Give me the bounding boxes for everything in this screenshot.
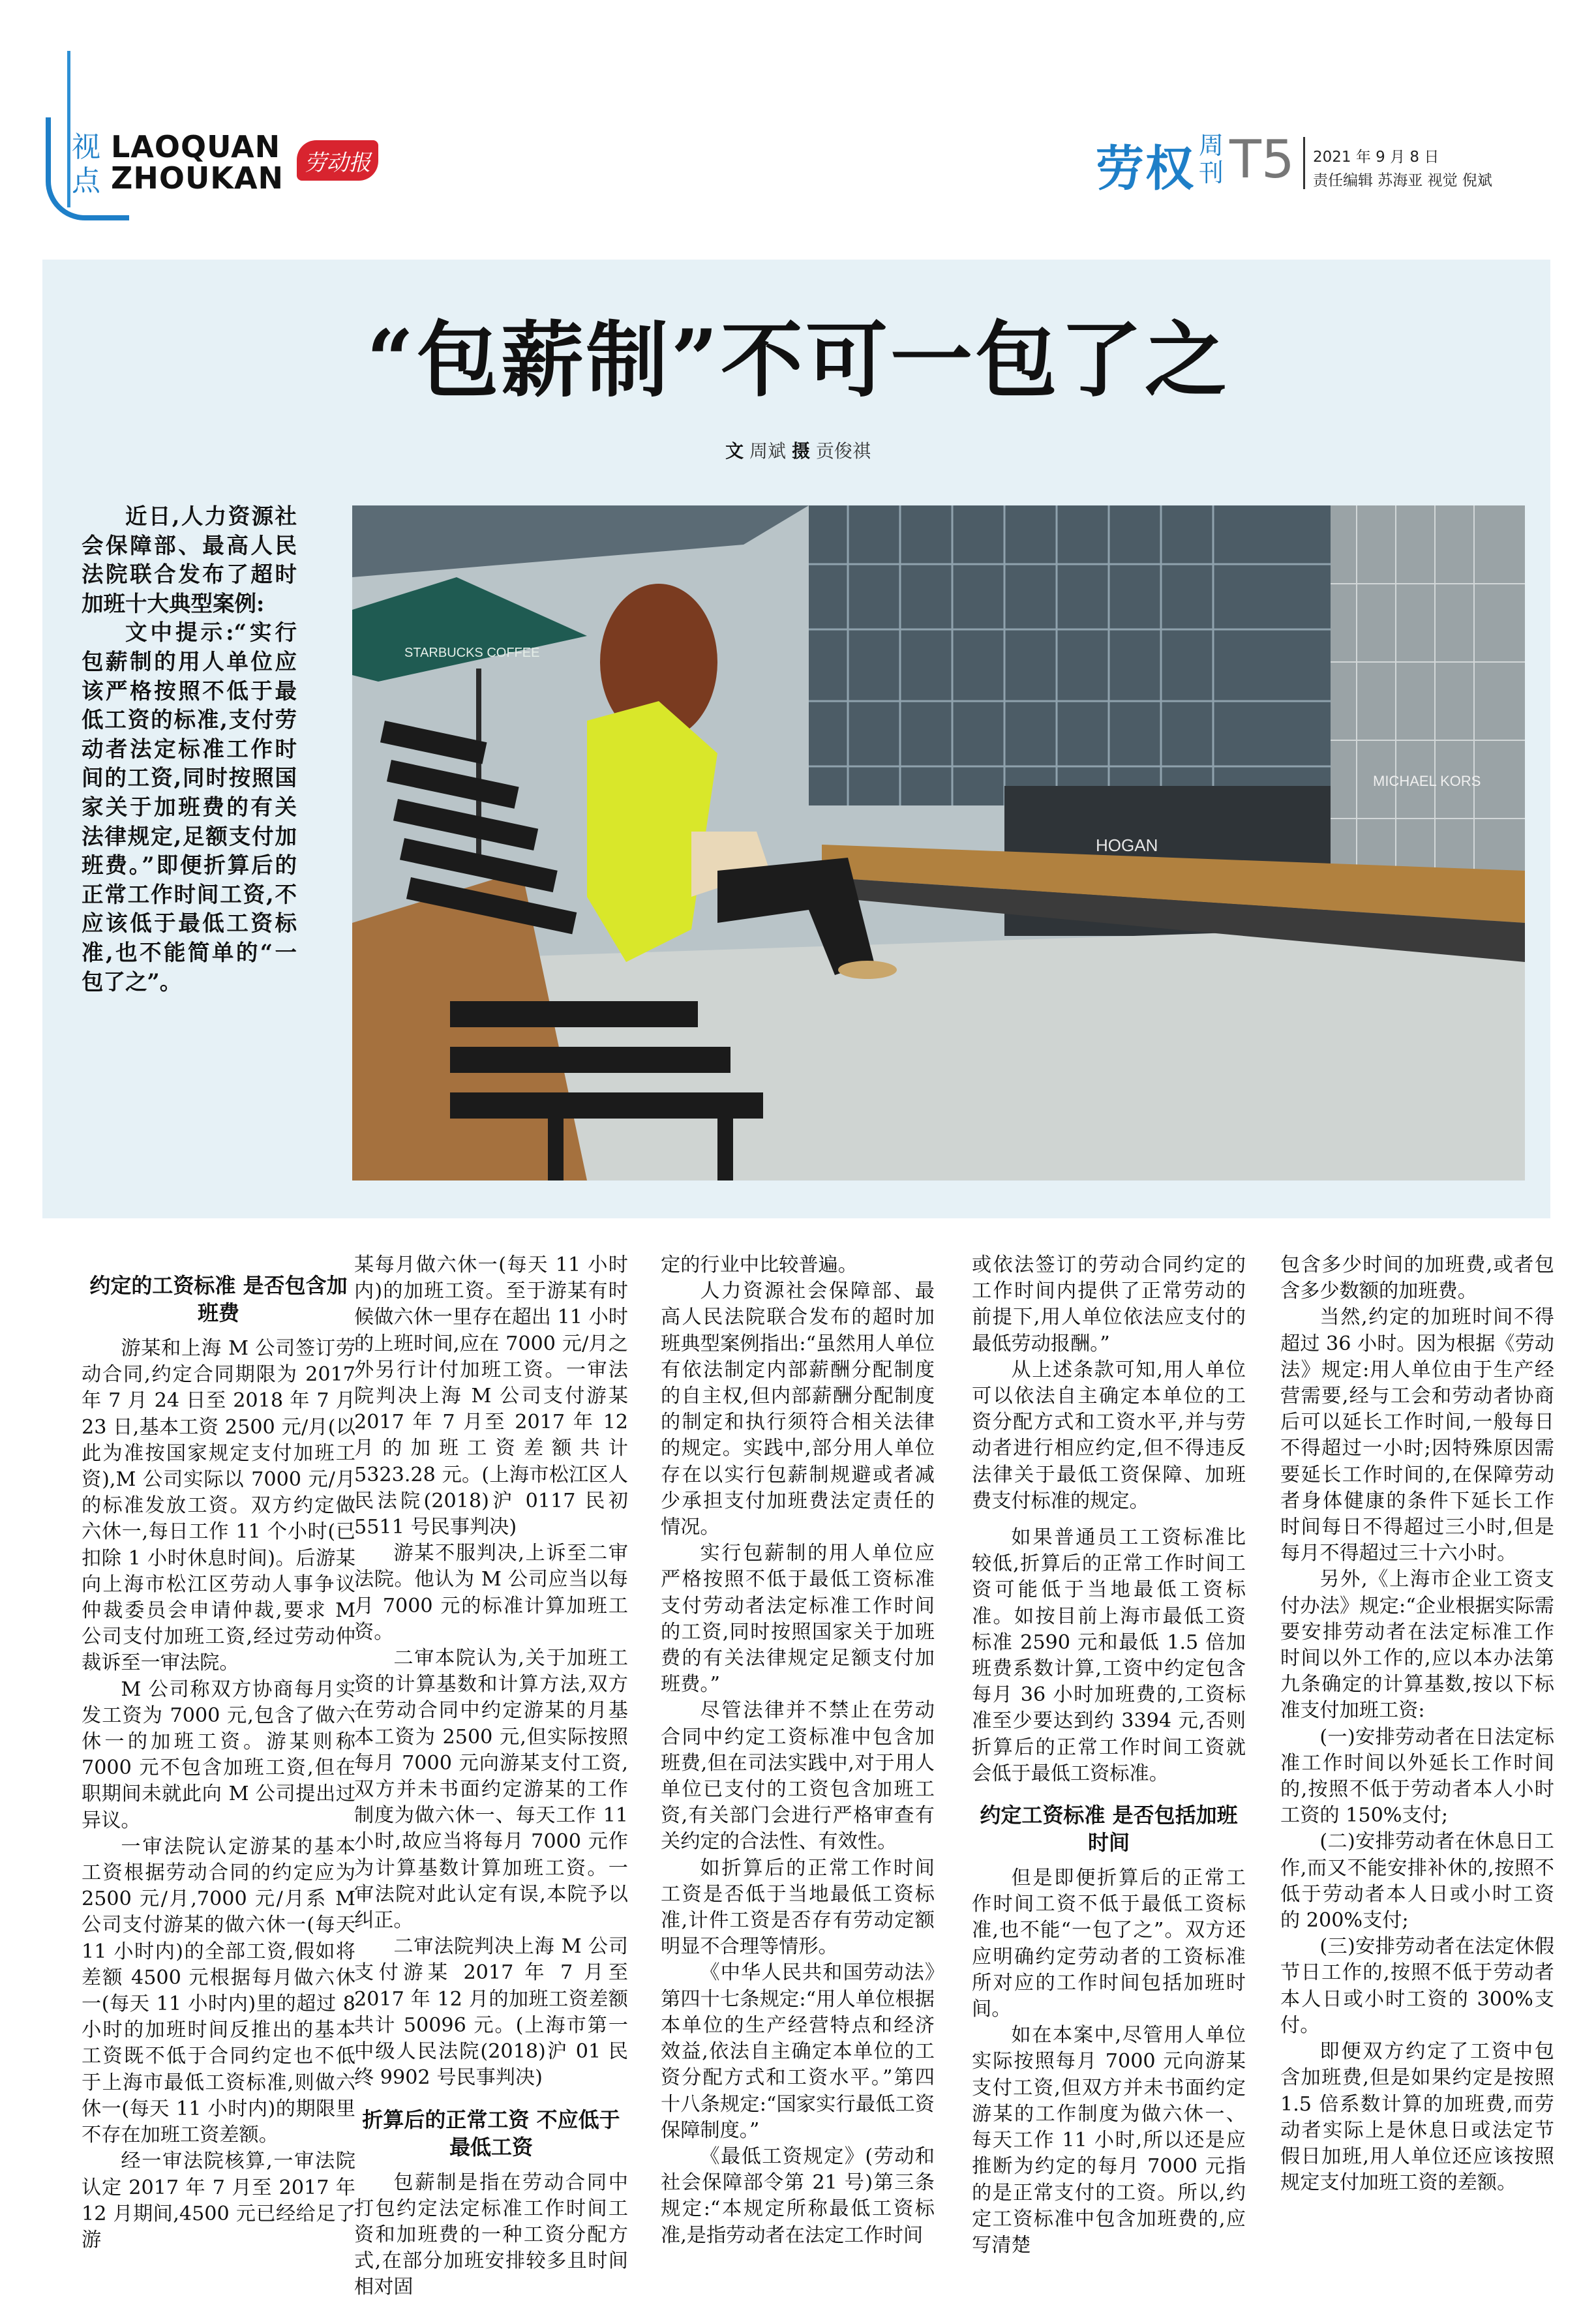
publication-date: 2021 年 9 月 8 日	[1313, 149, 1439, 166]
body-column-2	[354, 1252, 628, 2301]
lead-paragraph: 近日,人力资源社会保障部、最高人民法院联合发布了超时加班十大典型案例:	[82, 504, 297, 616]
body-paragraph: 人力资源社会保障部、最高人民法院联合发布的超时加班典型案例指出:“虽然用人单位有依法制定内部薪酬分配制度的自主权,但内部薪酬分配制度的制定和执行须符合相关法律的规定。实践中,部分用人单位存在以实行包薪制规避或者减少承担支付加班费法定责任的情况。	[661, 1280, 935, 1539]
body-paragraph: 从上述条款可知,用人单位可以依法自主确定本单位的工资分配方式和工资水平,并与劳动者进行相应约定,但不得违反法律关于最低工资保障、加班费支付标准的规定。	[972, 1358, 1246, 1512]
byline-photographer: 贡俊祺	[815, 440, 871, 462]
body-paragraph: 当然,约定的加班时间不得超过 36 小时。因为根据《劳动法》规定:用人单位由于生产经营需要,经与工会和劳动者协商后可以延长工作时间,一般每日不得超过一小时;因特殊原因需要延长工作时间的,在保障劳动者身体健康的条件下延长工作时间每日不得超过三小时,但是每月不得超过三十六小时。	[1280, 1306, 1554, 1565]
body-paragraph: 但是即便折算后的正常工作时间工资不低于最低工资标准,也不能“一包了之”。双方还应明确约定劳动者的工资标准所对应的工作时间包括加班时间。	[972, 1867, 1246, 2021]
body-paragraph: M 公司称双方协商每月实发工资为 7000 元,包含了做六休一的加班工资。游某则称 7000 元不包含加班工资,但在职期间未就此向 M 公司提出过异议。	[82, 1677, 355, 1832]
article-photo	[352, 505, 1525, 1181]
body-paragraph: 包含多少时间的加班费,或者包含多少数额的加班费。	[1280, 1254, 1554, 1303]
masthead-english-line2: ZHOUKAN	[111, 160, 284, 196]
article-byline	[0, 437, 1596, 463]
lead-paragraph: 文中提示:“实行包薪制的用人单位应该严格按照不低于最低工资的标准,支付劳动者法定标准工作时间的工资,同时按照国家关于加班费的有关法律规定,足额支付加班费。”即便折算后的正常工作时间工资,不应该低于最低工资标准,也不能简单的“一包了之”。	[82, 620, 297, 995]
byline-author: 周斌	[749, 440, 787, 462]
masthead-english-line1: LAOQUAN	[111, 129, 281, 164]
article-lead	[82, 502, 297, 997]
body-paragraph: 游某不服判决,上诉至二审法院。他认为 M 公司应当以每月 7000 元的标准计算加班工资。	[354, 1542, 628, 1644]
byline-label-text: 文	[725, 440, 744, 462]
byline-label-photo: 摄	[791, 440, 810, 462]
store-sign-hogan: HOGAN	[1096, 835, 1158, 855]
body-column-5	[1280, 1252, 1554, 2196]
subheading: 约定的工资标准 是否包含加班费	[89, 1273, 348, 1325]
body-column-3	[661, 1252, 935, 2249]
body-paragraph: 某每月做六休一(每天 11 小时内)的加班工资。至于游某有时候做六休一里存在超出 11 小时的上班时间,应在 7000 元/月之外另行计付加班工资。一审法院判决上海 M 公司支付游某 2017 年 7 月至 2017 年 12 月的加班工资差额共计 5323.28 元。(上海市松江区人民法院(2018)沪 0117 民初 5511 号民事判决)	[354, 1254, 628, 1539]
photo-illustration	[352, 505, 1525, 1181]
body-paragraph: 二审本院认为,关于加班工资的计算基数和计算方法,双方在劳动合同中约定游某的月基本工资为 2500 元,但实际按照每月 7000 元向游某支付工资,双方并未书面约定游某的工作制度为做六休一、每天工作 11 小时,故应当将每月 7000 元作为计算基数计算加班工资。一审法院对此认定有误,本院予以纠正。	[354, 1647, 628, 1933]
article-headline: “包薪制”不可一包了之	[367, 312, 1229, 408]
body-paragraph: 即便双方约定了工资中包含加班费,但是如果约定是按照 1.5 倍系数计算的加班费,而劳动者实际上是休息日或法定节假日加班,用人单位还应该按照规定支付加班工资的差额。	[1280, 2040, 1554, 2195]
body-paragraph: 如果普通员工工资标准比较低,折算后的正常工作时间工资可能低于当地最低工资标准。如按目前上海市最低工资标准 2590 元和最低 1.5 倍加班费系数计算,工资中约定包含每月 36 小时加班费的,工资标准至少要达到约 3394 元,否则折算后的正常工作时间工资就会低于最低工资标准。	[972, 1526, 1246, 1785]
section-subname: 周刊	[1199, 131, 1224, 187]
body-paragraph: 《最低工资规定》(劳动和社会保障部令第 21 号)第三条规定:“本规定所称最低工资标准,是指劳动者在法定工作时间	[661, 2144, 935, 2247]
body-paragraph: 一审法院认定游某的基本工资根据劳动合同的约定应为 2500 元/月,7000 元/月系 M 公司支付游某的做六休一(每天 11 小时内)的全部工资,假如将差额 4500 元根据每月做六休一(每天 11 小时内)里的超过 8 小时的加班时间反推出的基本工资既不低于合同约定也不低于上海市最低工资标准,则做六休一(每天 11 小时内)的期限里不存在加班工资差额。	[82, 1835, 355, 2147]
body-paragraph: 尽管法律并不禁止在劳动合同中约定工资标准中包含加班费,但在司法实践中,对于用人单位已支付的工资包含加班工资,有关部门会进行严格审查有关约定的合法性、有效性。	[661, 1699, 935, 1854]
body-paragraph: 二审法院判决上海 M 公司支付游某 2017 年 7 月至 2017 年 12 月的加班工资差额共计 50096 元。(上海市第一中级人民法院(2018)沪 01 民终 9902 号民事判决)	[354, 1935, 628, 2090]
paper-logo: 劳动报	[297, 140, 378, 181]
store-sign-kors: MICHAEL KORS	[1373, 773, 1481, 789]
body-paragraph: 包薪制是指在劳动合同中打包约定法定标准工作时间工资和加班费的一种工资分配方式,在部分加班安排较多且时间相对固	[354, 2171, 628, 2299]
body-paragraph: 或依法签订的劳动合同约定的工作时间内提供了正常劳动的前提下,用人单位依法应支付的最低劳动报酬。”	[972, 1254, 1246, 1355]
body-paragraph: 定的行业中比较普遍。	[661, 1254, 858, 1276]
subheading: 约定工资标准 是否包括加班时间	[980, 1803, 1238, 1856]
editor-credit: 责任编辑 苏海亚 视觉 倪斌	[1313, 172, 1492, 189]
body-paragraph: 另外,《上海市企业工资支付办法》规定:“企业根据实际需要安排劳动者在法定标准工作时间以外工作的,应以本办法第九条确定的计算基数,按以下标准支付加班工资:	[1280, 1568, 1554, 1722]
masthead-divider	[1303, 137, 1305, 189]
body-column-4	[972, 1252, 1246, 2259]
page-number: T5	[1229, 129, 1295, 190]
masthead-vertical-label: 视点	[72, 130, 100, 198]
body-paragraph: (二)安排劳动者在休息日工作,而又不能安排补休的,按照不低于劳动者本人日或小时工资的 200%支付;	[1280, 1830, 1554, 1933]
body-paragraph: (一)安排劳动者在日法定标准工作时间以外延长工作时间的,按照不低于劳动者本人小时工资的 150%支付;	[1280, 1725, 1554, 1827]
body-column-1	[82, 1252, 355, 2253]
body-paragraph: 如折算后的正常工作时间工资是否低于当地最低工资标准,计件工资是否存有劳动定额明显不合理等情形。	[661, 1856, 935, 1959]
body-paragraph: 经一审法院核算,一审法院认定 2017 年 7 月至 2017 年 12 月期间,4500 元已经给足了游	[82, 2150, 355, 2251]
body-paragraph: 游某和上海 M 公司签订劳动合同,约定合同期限为 2017 年 7 月 24 日至 2018 年 7 月 23 日,基本工资 2500 元/月(以此为准按国家规定支付加班工资),M 公司实际以 7000 元/月的标准发放工资。双方约定做六休一,每日工作 11 个小时(已扣除 1 小时休息时间)。后游某向上海市松江区劳动人事争议仲裁委员会申请仲裁,要求 M 公司支付加班工资,经过劳动仲裁诉至一审法院。	[82, 1337, 355, 1675]
body-paragraph: 《中华人民共和国劳动法》第四十七条规定:“用人单位根据本单位的生产经营特点和经济效益,依法自主确定本单位的工资分配方式和工资水平。”第四十八条规定:“国家实行最低工资保障制度。”	[661, 1961, 935, 2142]
body-paragraph: 实行包薪制的用人单位应严格按照不低于最低工资标准支付劳动者法定标准工作时间的工资,同时按照国家关于加班费的有关法律规定足额支付加班费。”	[661, 1542, 935, 1696]
body-paragraph: 如在本案中,尽管用人单位实际按照每月 7000 元向游某支付工资,但双方并未书面约定游某的工作制度为做六休一、每天工作 11 小时,所以还是应推断为约定的每月 7000 元指的是正常支付的工资。所以,约定工资标准中包含加班费的,应写清楚	[972, 2024, 1246, 2257]
body-paragraph: (三)安排劳动者在法定休假节日工作的,按照不低于劳动者本人日或小时工资的 300%支付。	[1280, 1935, 1554, 2037]
umbrella-text: STARBUCKS COFFEE	[404, 646, 540, 660]
section-name: 劳权	[1096, 141, 1195, 197]
subheading: 折算后的正常工资 不应低于最低工资	[362, 2107, 620, 2159]
